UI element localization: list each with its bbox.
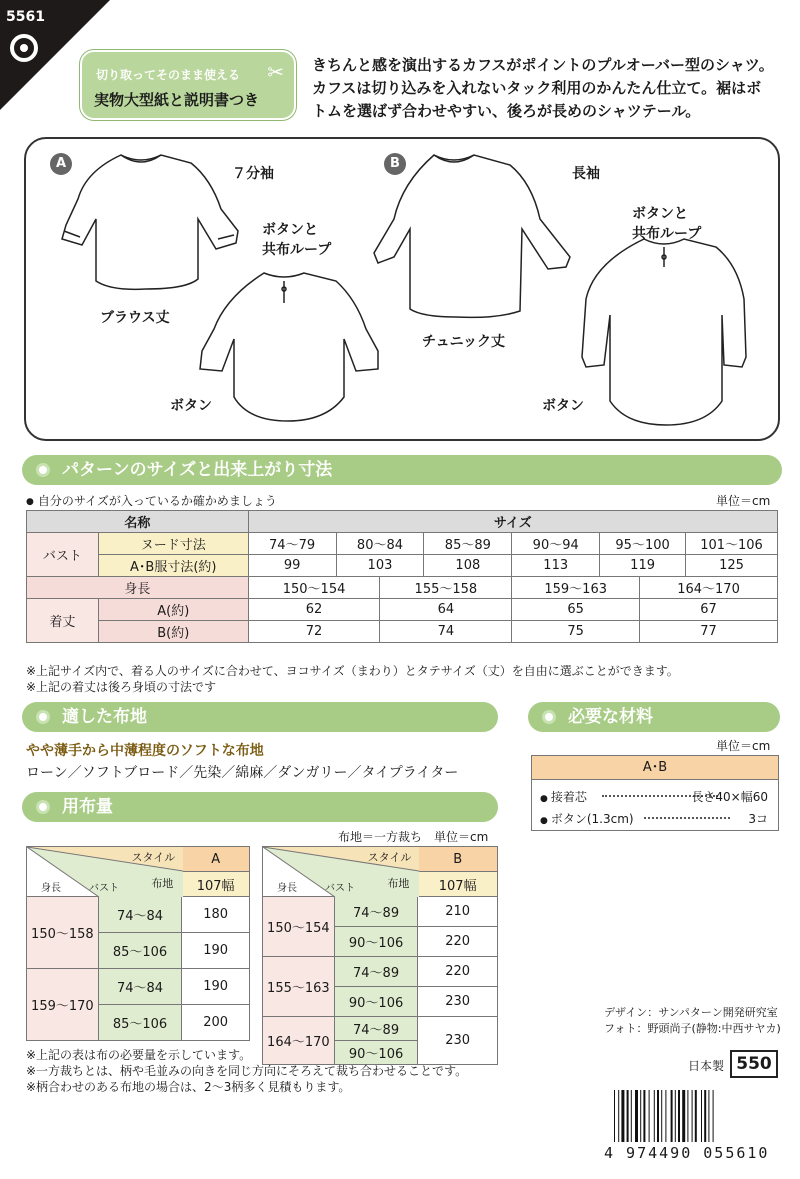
table-cell: 101〜106 [686,533,778,555]
length-a-label: A(約) [98,599,248,621]
size-check-note: ● 自分のサイズが入っているか確かめましょう [26,492,277,509]
style-a-back-label-1: ボタンと [262,222,318,238]
size-unit: 単位＝cm [716,494,771,508]
material-name: ● ボタン(1.3cm) [540,810,634,827]
pattern-badge [80,50,296,120]
bust-cell: 90〜106 [334,1041,418,1065]
yardage-cell: 190 [182,969,250,1005]
intro-line: きちんと感を演出するカフスがポイントのプルオーバー型のシャツ。 [312,56,774,74]
corner-fabric: 布地 [151,877,174,890]
yardage-note: ※上記の表は布の必要量を示しています。 [26,1048,252,1062]
yardage-cell: 200 [182,1005,250,1041]
fabric-list: ローン／ソフトブロード／先染／綿麻／ダンガリー／タイプライター [26,765,459,781]
style-b-back-label-1: ボタンと [632,206,688,222]
table-cell: 108 [424,555,512,577]
table-cell: 64 [380,599,512,621]
table-cell: 62 [248,599,380,621]
size-section-title-text: パターンのサイズと出来上がり寸法 [62,460,333,480]
table-cell: 150〜154 [248,577,380,599]
material-value: 3コ [748,812,768,826]
table-cell: 85〜89 [424,533,512,555]
price-box: 550 [730,1050,778,1078]
yardage-note: ※一方裁ちとは、柄や毛並みの向きを同じ方向にそろえて裁ち合わせることです。 [26,1064,468,1078]
materials-section-title [528,702,780,732]
bust-cell: 74〜84 [98,969,182,1005]
bust-cell: 85〜106 [98,933,182,969]
style-b-sleeve-label: 長袖 [572,166,600,182]
size-section-title [22,455,782,485]
badge-subtitle: 切り取ってそのまま使える [96,68,241,82]
material-name: ● 接着芯 [540,788,587,805]
corner-style: スタイル [131,851,176,864]
intro-text [312,54,792,123]
table-cell: 113 [512,555,600,577]
section-dot-icon [36,800,50,814]
bust-cell: 74〜84 [98,897,182,933]
size-note-2: ※上記の着丈は後ろ身頃の寸法です [26,680,217,694]
yardage-section-title [22,792,498,822]
table-cell: 125 [686,555,778,577]
yardage-cell: 210 [418,897,498,927]
materials-unit: 単位＝cm [716,739,771,753]
height-cell: 159〜170 [27,969,99,1041]
style-a-front-drawing [62,155,238,289]
style-a-header: A [182,847,250,872]
style-b-front-drawing [374,155,570,317]
barcode-digits: 4 974490 055610 [604,1144,770,1162]
table-cell: 103 [336,555,424,577]
yardage-meta: 布地＝一方裁ち 単位＝cm [338,830,489,844]
materials-section-title-text: 必要な材料 [568,707,653,727]
yardage-cell: 220 [418,927,498,957]
style-b-back-label-2: 共布ループ [632,226,702,242]
yardage-note: ※柄合わせのある布地の場合は、2〜3柄多く見積もります。 [26,1080,351,1094]
nude-label: ヌード寸法 [98,533,248,555]
scissors-icon: ✂ [267,60,284,84]
fabric-section-title [22,702,498,732]
table-cell: 164〜170 [640,577,778,599]
corner-bust: バスト [89,883,119,894]
bust-cell: 74〜89 [334,897,418,927]
table-cell: 99 [248,555,336,577]
table-cell: 155〜158 [380,577,512,599]
yardage-cell: 230 [418,987,498,1017]
height-cell: 150〜158 [27,897,99,969]
design-credit: デザイン：サンパターン開発研究室 [604,1006,778,1019]
material-row [532,788,778,806]
intro-line: カフスは切り込みを入れないタック利用のかんたん仕立て。裾はボ [312,79,762,97]
made-in-label: 日本製 [688,1059,725,1073]
garment-drawings [26,139,782,443]
dotted-leader [644,817,730,819]
fabric-width-a: 107幅 [182,872,250,897]
style-b-length-label: チュニック丈 [422,334,506,350]
style-a-button-label: ボタン [170,398,212,414]
size-table [26,510,778,643]
header-size: サイズ [248,511,777,533]
style-a-letter: A [50,153,72,175]
table-cell: 65 [512,599,640,621]
corner-height: 身長 [41,883,61,894]
table-cell: 72 [248,621,380,643]
table-cell: 74 [380,621,512,643]
length-label: 着丈 [27,599,99,643]
section-dot-icon [36,463,50,477]
table-cell: 95〜100 [600,533,686,555]
length-b-label: B(約) [98,621,248,643]
corner-height: 身長 [277,883,297,894]
table-corner [27,847,182,897]
height-cell: 155〜163 [263,957,335,1017]
section-dot-icon [542,710,556,724]
yardage-cell: 220 [418,957,498,987]
table-cell: 67 [640,599,778,621]
bust-cell: 90〜106 [334,987,418,1017]
yardage-table-b [262,846,498,1065]
section-dot-icon [36,710,50,724]
bust-cell: 74〜89 [334,1017,418,1041]
yardage-cell: 180 [182,897,250,933]
table-cell: 119 [600,555,686,577]
height-cell: 150〜154 [263,897,335,957]
header-name: 名称 [27,511,249,533]
table-corner [263,847,418,897]
style-a-back-label-2: 共布ループ [262,242,332,258]
badge-title: 実物大型紙と説明書つき [94,91,260,109]
fabric-description: やや薄手から中薄程度のソフトな布地 [26,743,264,759]
corner-style: スタイル [367,851,412,864]
style-b-back-drawing [582,239,746,425]
product-code: 5561 [6,9,45,25]
bust-cell: 85〜106 [98,1005,182,1041]
height-label: 身長 [27,577,249,599]
barcode [612,1090,780,1142]
table-cell: 77 [640,621,778,643]
table-cell: 74〜79 [248,533,336,555]
style-a-sleeve-label: ７分袖 [232,166,274,182]
bust-cell: 90〜106 [334,927,418,957]
material-row [532,810,778,828]
photo-credit: フォト：野頭尚子(静物:中西サヤカ) [604,1022,781,1035]
style-b-button-label: ボタン [542,398,584,414]
intro-line: トムを選ばず合わせやすい、後ろが長めのシャツテール。 [312,102,701,120]
corner-fabric: 布地 [387,877,410,890]
table-cell: 90〜94 [512,533,600,555]
fabric-section-title-text: 適した布地 [62,707,147,727]
brand-logo-icon [10,34,38,62]
size-note-1: ※上記サイズ内で、着る人のサイズに合わせて、ヨコサイズ（まわり）とタテサイズ（丈）を自由に選ぶことができます。 [26,664,679,678]
materials-header: A･B [532,756,778,780]
yardage-cell: 190 [182,933,250,969]
yardage-section-title-text: 用布量 [62,797,113,817]
style-b-letter: B [384,153,406,175]
garment-label: A･B服寸法(約) [98,555,248,577]
fabric-width-b: 107幅 [418,872,498,897]
yardage-cell: 230 [418,1017,498,1065]
style-b-header: B [418,847,498,872]
illustration-panel [24,137,780,441]
style-a-back-drawing [200,273,378,421]
bust-label: バスト [27,533,99,577]
height-cell: 164〜170 [263,1017,335,1065]
corner-bust: バスト [325,883,355,894]
style-a-length-label: ブラウス丈 [100,310,170,326]
table-cell: 159〜163 [512,577,640,599]
bust-cell: 74〜89 [334,957,418,987]
table-cell: 75 [512,621,640,643]
material-value: 長さ40×幅60 [691,790,768,804]
table-cell: 80〜84 [336,533,424,555]
yardage-table-a [26,846,250,1041]
materials-box [531,755,779,831]
